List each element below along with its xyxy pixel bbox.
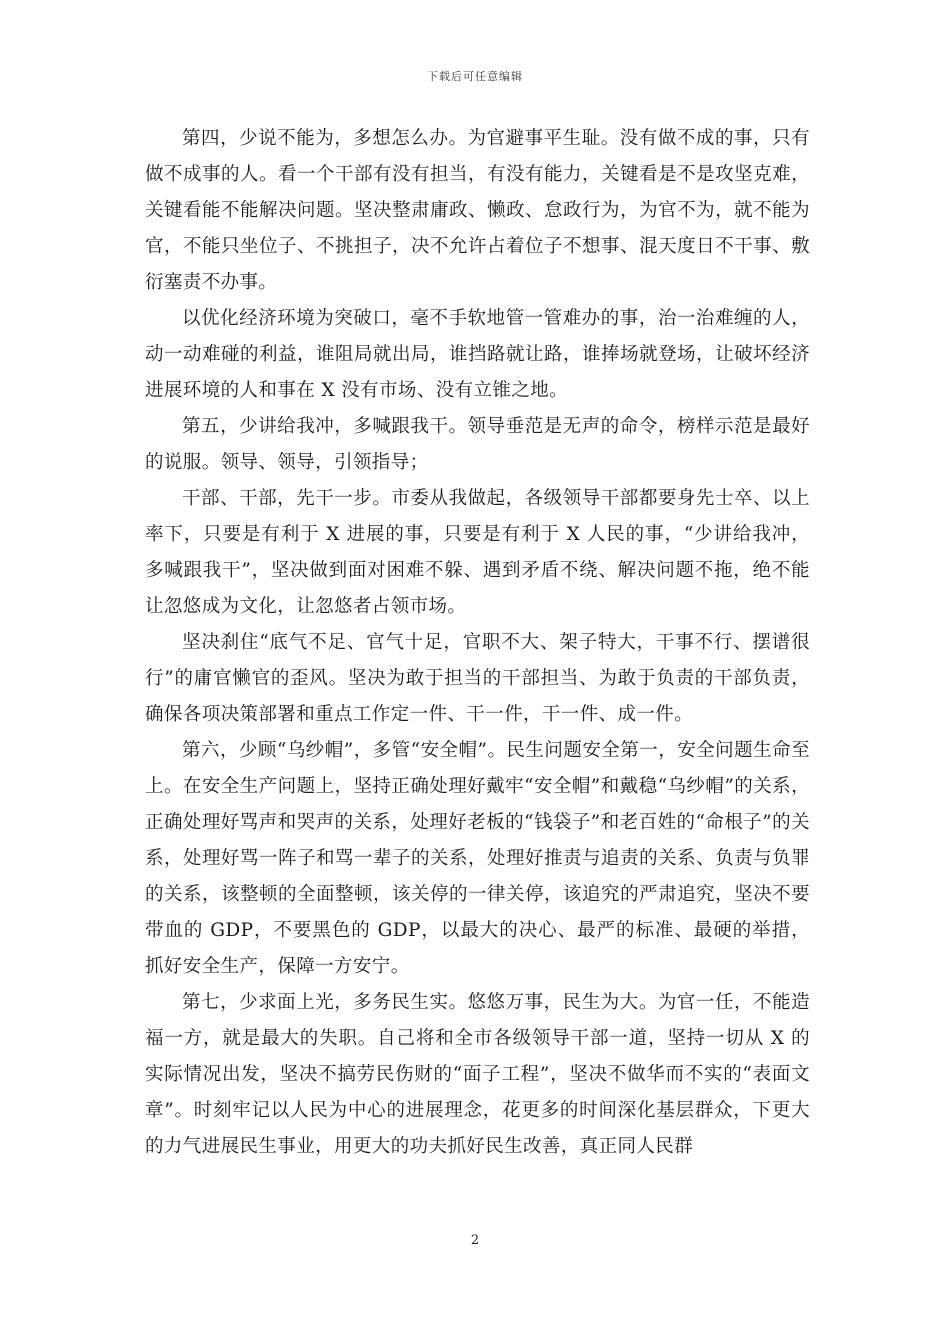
page-header: 下载后可任意编辑: [427, 70, 523, 83]
paragraph-cadres: 干部、干部，先干一步。市委从我做起，各级领导干部都要身先士卒、以上率下，只要是有利于 X 进展的事，只要是有利于 X 人民的事，“少讲给我冲，多喊跟我干”，坚决做到面对困难不躲、遇到矛盾不绕、解决问题不拖，绝不能让忽悠成为文化，让忽悠者占领市场。: [145, 488, 810, 617]
paragraph-point-five: 第五，少讲给我冲，多喊跟我干。领导垂范是无声的命令，榜样示范是最好的说服。领导、领导，引领指导；: [145, 416, 810, 473]
paragraph-stop-bad-practices: 坚决刹住“底气不足、官气十足，官职不大、架子特大，干事不行、摆谱很行”的庸官懒官的歪风。坚决为敢于担当的干部担当、为敢于负责的干部负责，确保各项决策部署和重点工作定一件、干一件，干一件、成一件。: [145, 632, 810, 725]
document-body: [145, 121, 810, 1165]
paragraph-economic-environment: 以优化经济环境为突破口，毫不手软地管一管难办的事，治一治难缠的人，动一动难碰的利益，谁阻局就出局，谁挡路就让路，谁捧场就登场，让破坏经济进展环境的人和事在 X 没有市场、没有立锥之地。: [145, 308, 810, 401]
page-number: 2: [470, 1233, 480, 1248]
paragraph-point-seven: 第七，少求面上光，多务民生实。悠悠万事，民生为大。为官一任，不能造福一方，就是最大的失职。自己将和全市各级领导干部一道，坚持一切从 X 的实际情况出发，坚决不搞劳民伤财的“面子工程”，坚决不做华而不实的“表面文章”。时刻牢记以人民为中心的进展理念，花更多的时间深化基层群众，下更大的力气进展民生事业，用更大的功夫抓好民生改善，真正同人民群: [145, 992, 810, 1157]
paragraph-point-six: 第六，少顾“乌纱帽”，多管“安全帽”。民生问题安全第一，安全问题生命至上。在安全生产问题上，坚持正确处理好戴牢“安全帽”和戴稳“乌纱帽”的关系，正确处理好骂声和哭声的关系，处理好老板的“钱袋子”和老百姓的“命根子”的关系，处理好骂一阵子和骂一辈子的关系，处理好推责与追责的关系、负责与负罪的关系，该整顿的全面整顿，该关停的一律关停，该追究的严肃追究，坚决不要带血的 GDP，不要黑色的 GDP，以最大的决心、最严的标准、最硬的举措，抓好安全生产，保障一方安宁。: [145, 740, 810, 977]
paragraph-point-four: 第四，少说不能为，多想怎么办。为官避事平生耻。没有做不成的事，只有做不成事的人。看一个干部有没有担当，有没有能力，关键看是不是攻坚克难，关键看能不能解决问题。坚决整肃庸政、懒政、怠政行为，为官不为，就不能为官，不能只坐位子、不挑担子，决不允许占着位子不想事、混天度日不干事、敷衍塞责不办事。: [145, 128, 810, 293]
